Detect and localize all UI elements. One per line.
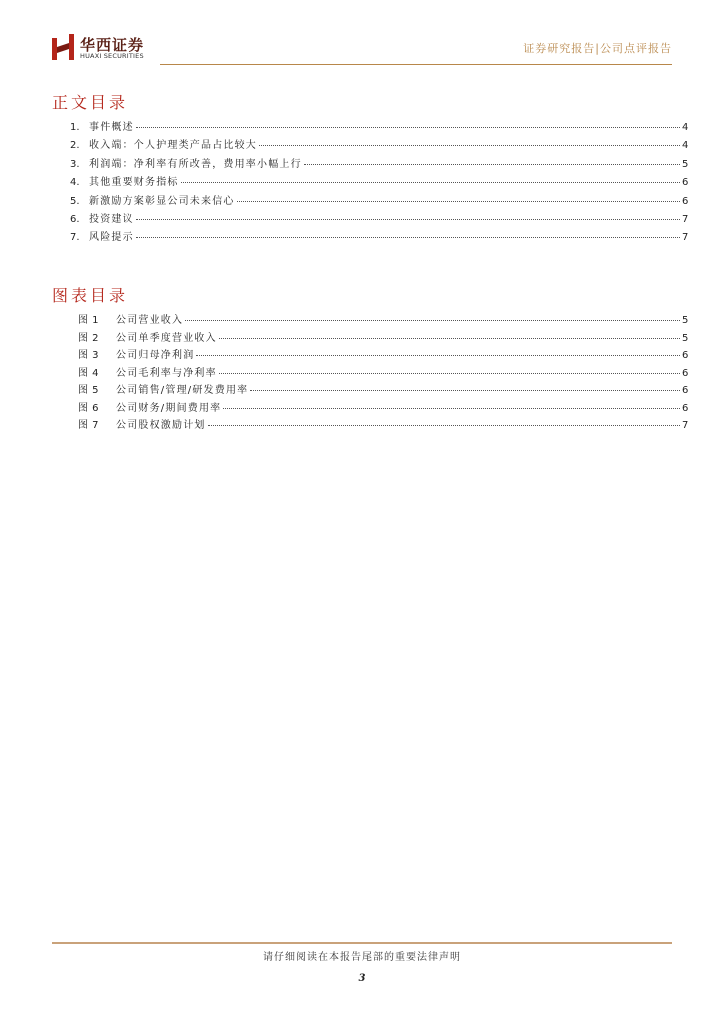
toc-entry-page: 4 [682,122,689,133]
toc-entry-title: 利润端：净利率有所改善，费用率小幅上行 [89,158,302,170]
dot-leader [185,320,680,321]
page-number: 3 [358,973,366,984]
footer-divider [52,942,672,944]
logo-english-name: HUAXI SECURITIES [80,52,144,60]
toc-entry-page: 7 [682,232,689,244]
figure-entry-page: 6 [682,385,689,396]
dot-leader [223,408,680,409]
figure-entry[interactable] [78,311,688,329]
toc-entry[interactable] [70,173,688,191]
figures-toc-list [78,311,688,434]
toc-entry-page: 5 [682,158,689,170]
toc-entry[interactable] [70,155,688,173]
dot-leader [208,425,680,426]
page-header [0,0,724,70]
dot-leader [237,201,680,202]
figure-entry-page: 6 [682,367,689,379]
dot-leader [304,164,680,165]
figure-entry-title: 公司股权激励计划 [116,420,206,431]
toc-entry[interactable] [70,118,688,136]
toc-entry[interactable] [70,228,688,246]
dot-leader [219,338,680,339]
toc-entry-number: 6. [70,213,80,225]
figure-entry-title: 公司营业收入 [116,315,184,326]
figure-entry-page: 6 [682,350,689,361]
toc-entry-number: 5. [70,195,80,207]
figure-entry-title: 公司归母净利润 [116,350,195,361]
figure-entry[interactable] [78,346,688,364]
figure-entry-number: 图 2 [78,332,100,344]
toc-list [70,118,688,247]
toc-entry-page: 4 [682,140,689,152]
legal-notice: 请仔细阅读在本报告尾部的重要法律声明 [263,952,461,963]
toc-entry[interactable] [70,192,688,210]
figure-entry[interactable] [78,399,688,417]
dot-leader [219,373,680,374]
toc-entry-number: 7. [70,232,80,244]
toc-entry-title: 事件概述 [89,122,134,133]
toc-entry-title: 其他重要财务指标 [89,177,179,189]
figure-entry-page: 7 [682,420,689,431]
figure-entry[interactable] [78,381,688,399]
figure-entry-number: 图 3 [78,350,100,361]
dot-leader [250,390,680,391]
toc-entry-page: 7 [682,213,689,225]
toc-entry-title: 收入端：个人护理类产品占比较大 [89,140,257,152]
dot-leader [259,145,680,146]
toc-title: 正文目录 [52,93,129,112]
report-type-label: 证券研究报告|公司点评报告 [523,42,672,55]
figure-entry-title: 公司毛利率与净利率 [116,367,217,379]
logo-chinese-name: 华西证券 [80,36,145,54]
dot-leader [136,219,680,220]
toc-entry-title: 投资建议 [89,213,134,225]
figure-entry-title: 公司销售/管理/研发费用率 [116,385,249,396]
figure-entry-title: 公司单季度营业收入 [116,332,217,344]
figure-entry[interactable] [78,416,688,434]
figure-entry-number: 图 6 [78,402,100,414]
toc-entry[interactable] [70,210,688,228]
figure-entry[interactable] [78,364,688,382]
toc-entry-number: 1. [70,122,80,133]
toc-entry-title: 风险提示 [89,232,134,244]
figure-entry-number: 图 4 [78,367,100,379]
figure-entry-number: 图 1 [78,315,100,326]
toc-entry-title: 新激励方案彰显公司未来信心 [89,195,235,207]
figure-entry[interactable] [78,329,688,347]
dot-leader [196,355,680,356]
toc-entry-page: 6 [682,195,689,207]
figures-toc-title: 图表目录 [52,286,129,305]
huaxi-logo-icon [52,34,74,60]
figure-entry-number: 图 5 [78,385,100,396]
toc-entry-number: 2. [70,140,80,152]
toc-entry-page: 6 [682,177,689,189]
header-divider [160,64,672,65]
toc-entry[interactable] [70,136,688,154]
figure-entry-page: 6 [682,402,689,414]
toc-entry-number: 4. [70,177,80,189]
dot-leader [136,237,680,238]
dot-leader [136,127,680,128]
figure-entry-title: 公司财务/期间费用率 [116,402,222,414]
figure-entry-page: 5 [682,315,689,326]
dot-leader [181,182,680,183]
figure-entry-page: 5 [682,332,689,344]
figure-entry-number: 图 7 [78,420,100,431]
toc-entry-number: 3. [70,158,80,170]
